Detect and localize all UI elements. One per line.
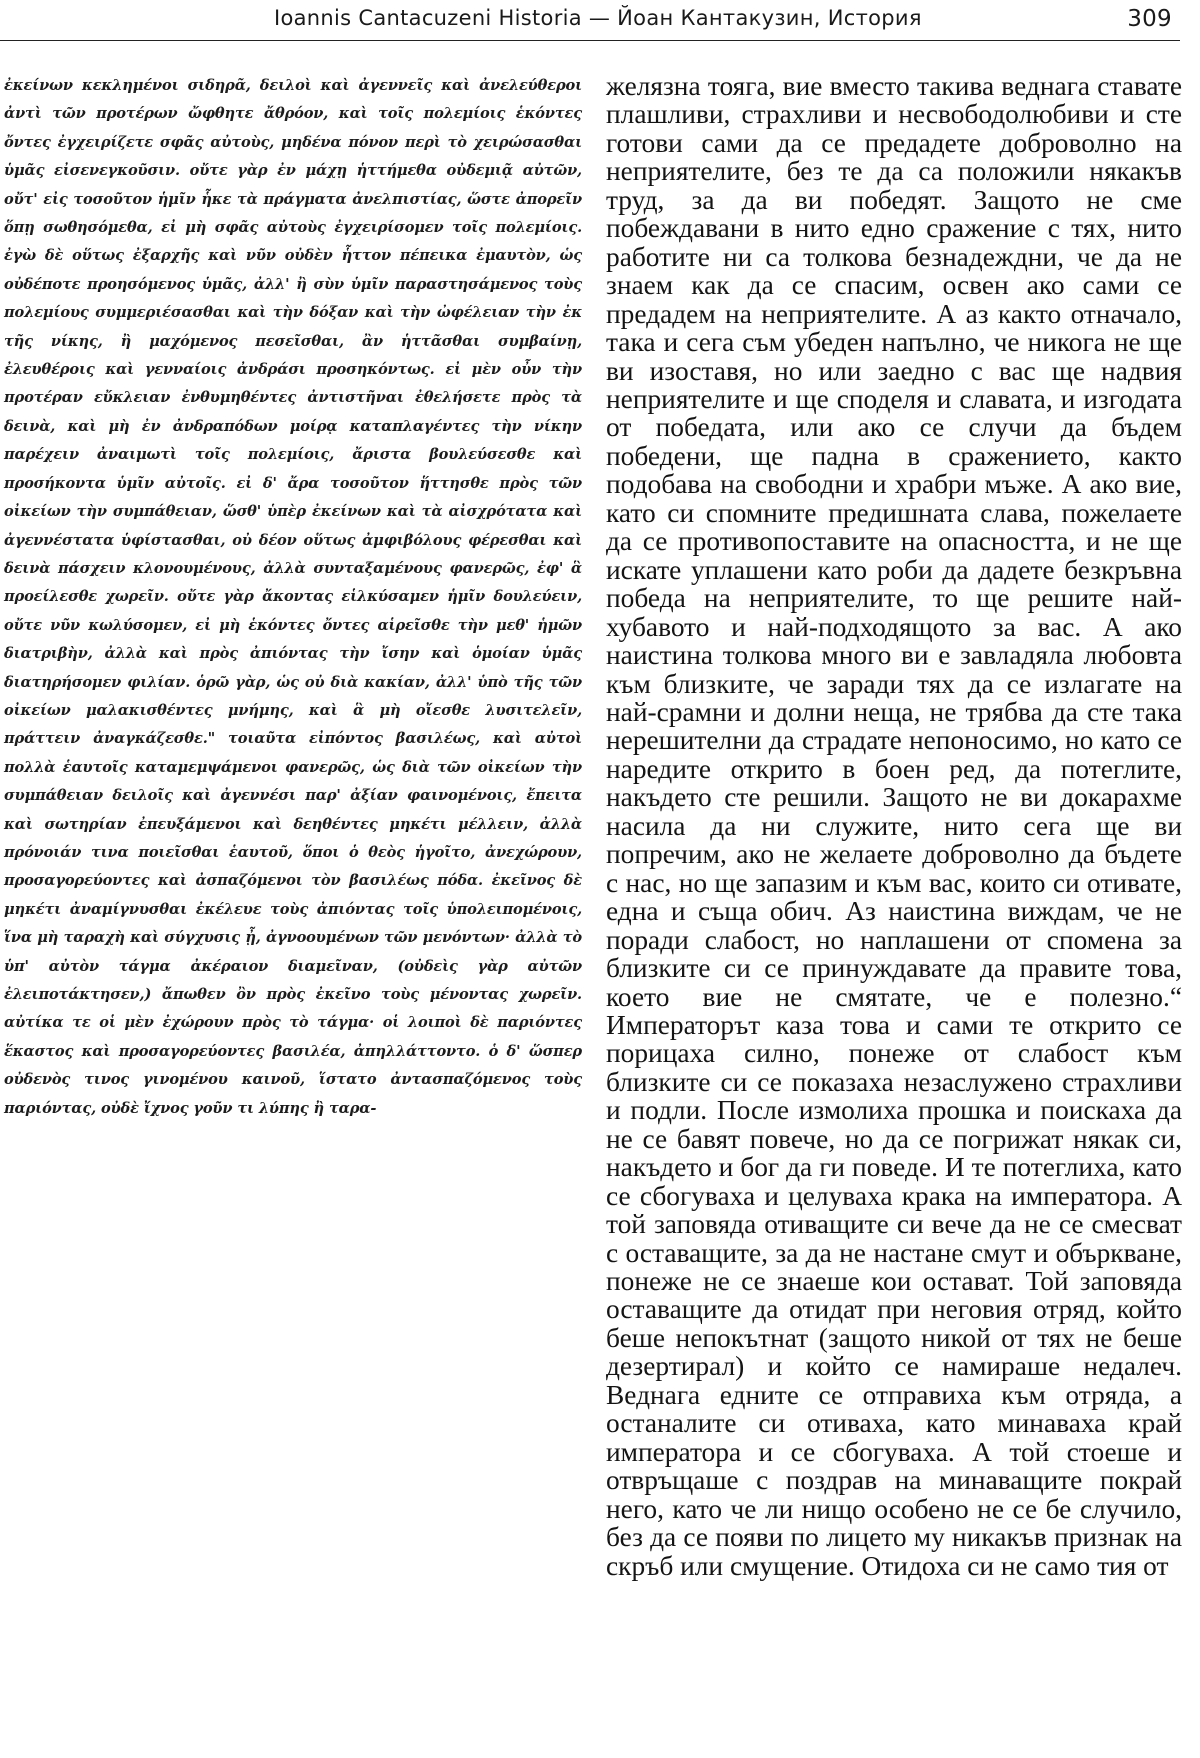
greek-text-column bbox=[4, 72, 582, 1123]
running-title: Ioannis Cantacuzeni Historia — Йоан Кантакузин, История bbox=[274, 6, 922, 30]
bulgarian-paragraph: желязна тояга, вие вместо такива веднага ставате плашливи, страхливи и несвободолюбиви и сте готови сами да се предадете доброволно на неприятелите, без те да са положили някакъв труд, за да ви победят. Защото не сме побеждавани в нито едно сражение с тях, нито работите ни са толкова безнадеждни, че да не знаем как да се спасим, освен ако сами се предадем на неприятелите. А аз както отначало, така и сега съм убеден напълно, че никога не ще ви изоставя, но или заедно с вас ще надвия неприятелите и ще споделя и славата, и изгодата от победата, или ако се случи да бъдем победени, ще падна в сражението, както подобава на свободни и храбри мъже. А ако вие, като си спомните предишната слава, пожелаете да се противопоставите на опасността, и не ще искате уплашени като роби да дадете безкръвна победа на неприятелите, то ще решите най-хубавото и най-подходящото за вас. А ако наистина толкова много ви е завладяла любовта към близките, че заради тях да се излагате на най-срамни и долни неща, не трябва да сте така нерешителни да страдате непоносимо, но като се наредите открито в боен ред, да потеглите, накъдето сте решили. Защото не ви докарахме насила да ни служите, нито сега ще ви попречим, ако не желаете доброволно да бъдете с нас, но ще запазим и към вас, които си отивате, една и съща обич. Аз наистина виждам, че не поради слабост, но наплашени от спомена за близките си се принуждавате да правите това, което вие не смятате, че е полезно.“ Императорът каза това и сами те открито се порицаха силно, понеже от слабост към близките си се показаха незаслужено страхливи и подли. После измолиха прошка и поискаха да не се бавят повече, но да се погрижат някак си, накъдето и бог да ги поведе. И те потеглиха, като се сбогуваха и целуваха крака на императора. А той заповяда отиващите си вече да не се смесват с оставащите, за да не настане смут и объркване, понеже не се знаеше кои остават. Той заповяда оставащите да отидат при неговия отряд, който беше непокътнат (защото никой от тях не беше дезертирал) и който се намираше недалеч. Веднага едните се отправиха към отряда, а останалите си отиваха, като минаваха край императора и се сбогуваха. А той стоеше и отвръщаше с поздрав на минаващите покрай него, като че ли нищо особено не се бе случило, без да се появи по лицето му никакъв признак на скръб или смущение. Отидоха си не само тия от bbox=[606, 71, 1182, 1581]
greek-paragraph: ἐκείνων κεκλημένοι σιδηρᾶ, δειλοὶ καὶ ἀγεννεῖς καὶ ἀνελεύθεροι ἀντὶ τῶν προτέρων ὤφθητε ἄθρόον, καὶ τοῖς πολεμίοις ἑκόντες ὄντες ἐγχειρίζετε σφᾶς αὐτοὺς, μηδένα πόνον περὶ τὸ χειρώσασθαι ὑμᾶς εἰσενεγκοῦσιν. οὔτε γὰρ ἐν μάχῃ ἡττήμεθα οὐδεμιᾷ αὐτῶν, οὔτ' εἰς τοσοῦτον ἡμῖν ἧκε τὰ πράγματα ἀνελπιστίας, ὥστε ἀπορεῖν ὅπῃ σωθησόμεθα, εἰ μὴ σφᾶς αὐτοὺς ἐγχειρίσομεν τοῖς πολεμίοις. ἐγὼ δὲ οὕτως ἐξαρχῆς καὶ νῦν οὐδὲν ἧττον πέπεικα ἐμαυτὸν, ὡς οὐδέποτε προησόμενος ὑμᾶς, ἀλλ' ἢ σὺν ὑμῖν παραστησάμενος τοὺς πολεμίους συμμεριέσασθαι καὶ τὴν δόξαν καὶ τὴν ὠφέλειαν τὴν ἐκ τῆς νίκης, ἢ μαχόμενος πεσεῖσθαι, ἂν ἡττᾶσθαι συμβαίνῃ, ἐλευθέροις καὶ γενναίοις ἀνδράσι προσηκόντως. εἰ μὲν οὖν τὴν προτέραν εὔκλειαν ἐνθυμηθέντες ἀντιστῆναι ἐθελήσετε πρὸς τὰ δεινὰ, καὶ μὴ ἐν ἀνδραπόδων μοίρᾳ καταπλαγέντες τὴν νίκην παρέχειν ἀναιμωτὶ τοῖς πολεμίοις, ἄριστα βουλεύσεσθε καὶ προσήκοντα ὑμῖν αὐτοῖς. εἰ δ' ἄρα τοσοῦτον ἥττησθε πρὸς τῶν οἰκείων τὴν συμπάθειαν, ὥσθ' ὑπὲρ ἐκείνων καὶ τὰ αἰσχρότατα καὶ ἀγεννέστατα ὑφίστασθαι, οὐ δέον οὕτως ἀμφιβόλους φέρεσθαι καὶ δεινὰ πάσχειν κλονουμένους, ἀλλὰ συνταξαμένους φανερῶς, ἐφ' ἃ προείλεσθε χωρεῖν. οὔτε γὰρ ἄκοντας εἱλκύσαμεν ἡμῖν δουλεύειν, οὔτε νῦν κωλύσομεν, εἰ μὴ ἑκόντες ὄντες αἱρεῖσθε τὴν μεθ' ἡμῶν διατριβὴν, ἀλλὰ καὶ πρὸς ἀπιόντας τὴν ἴσην καὶ ὁμοίαν ὑμᾶς διατηρήσομεν φιλίαν. ὁρῶ γὰρ, ὡς οὐ διὰ κακίαν, ἀλλ' ὑπὸ τῆς τῶν οἰκείων μαλακισθέντες μνήμης, καὶ ἃ μὴ οἴεσθε λυσιτελεῖν, πράττειν ἀναγκάζεσθε." τοιαῦτα εἰπόντος βασιλέως, καὶ αὐτοὶ πολλὰ ἑαυτοῖς καταμεμψάμενοι φανερῶς, ὡς διὰ τῶν οἰκείων τὴν συμπάθειαν δειλοῖς καὶ ἀγεννέσι παρ' ἀξίαν φαινομένοις, ἔπειτα καὶ σωτηρίαν ἐπευξάμενοι καὶ δεηθέντες μηκέτι μέλλειν, ἀλλὰ πρόνοιάν τινα ποιεῖσθαι ἑαυτοῦ, ὅποι ὁ θεὸς ἡγοῖτο, ἀνεχώρουν, προσαγορεύοντες καὶ ἀσπαζόμενοι τὸν βασιλέως πόδα. ἐκεῖνος δὲ μηκέτι ἀναμίγνυσθαι ἐκέλευε τοὺς ἀπιόντας τοῖς ὑπολειπομένοις, ἵνα μὴ ταραχὴ καὶ σύγχυσις ᾖ, ἀγνοουμένων τῶν μενόντων· ἀλλὰ τὸ ὑπ' αὐτὸν τάγμα ἀκέραιον διαμεῖναν, (οὐδεὶς γὰρ αὐτῶν ἐλειποτάκτησεν,) ἄπωθεν ὂν πρὸς ἐκεῖνο τοὺς μένοντας χωρεῖν. αὐτίκα τε οἱ μὲν ἐχώρουν πρὸς τὸ τάγμα· οἱ λοιποὶ δὲ παριόντες ἕκαστος καὶ προσαγορεύοντες βασιλέα, ἀπηλλάττοντο. ὁ δ' ὥσπερ οὐδενὸς τινος γινομένου καινοῦ, ἵστατο ἀντασπαζόμενος τοὺς παριόντας, οὐδὲ ἴχνος γοῦν τι λύπης ἢ ταρα- bbox=[4, 77, 582, 1117]
running-header bbox=[4, 6, 1180, 40]
page-number: 309 bbox=[1127, 6, 1172, 32]
header-rule bbox=[0, 40, 1180, 41]
bulgarian-translation-column bbox=[606, 72, 1182, 1580]
